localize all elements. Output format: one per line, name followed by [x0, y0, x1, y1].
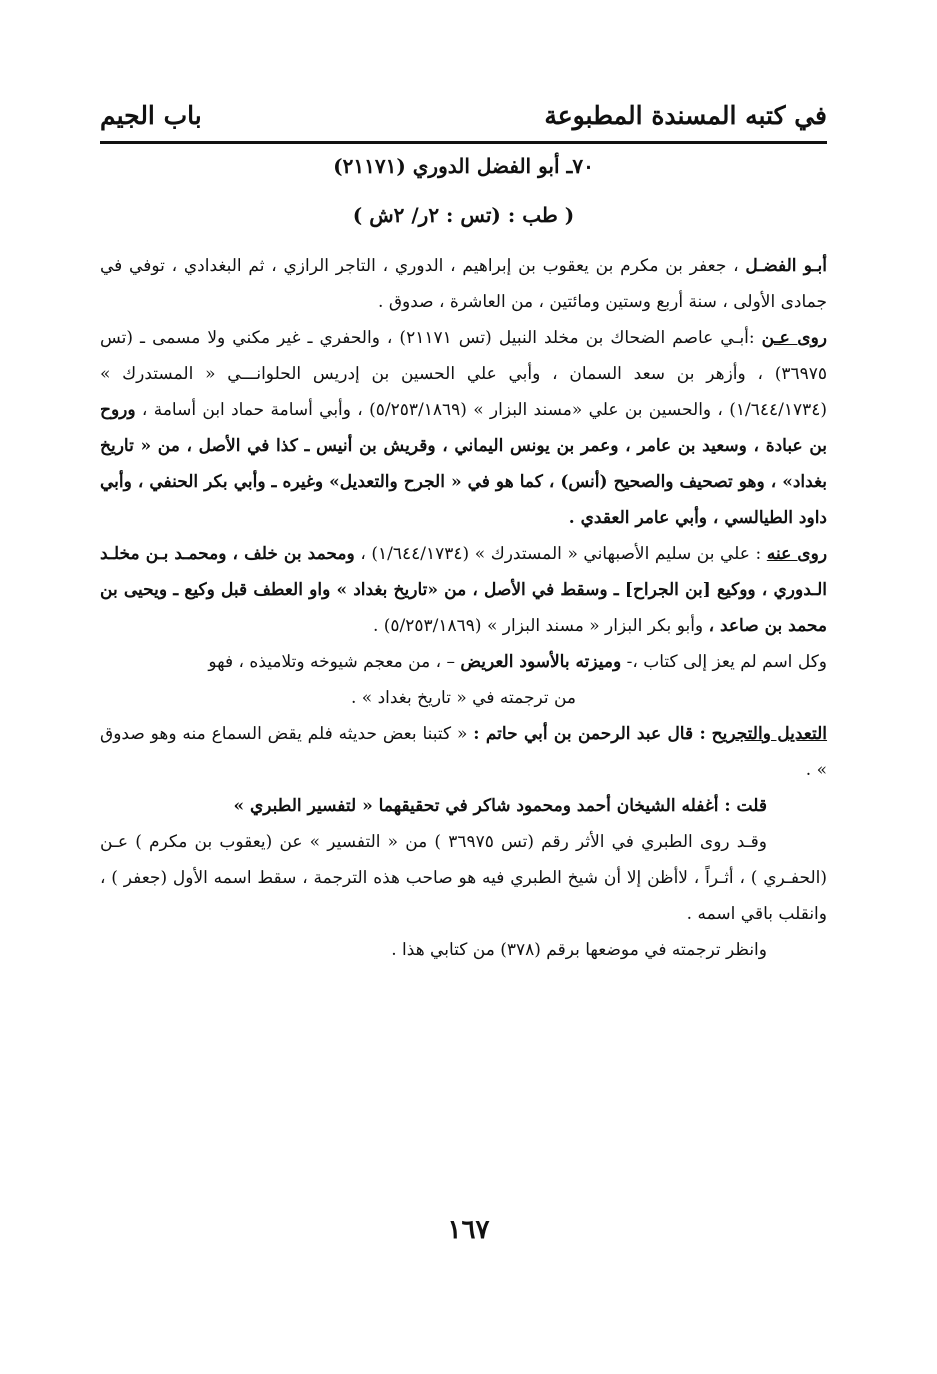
jarh-paragraph	[100, 716, 827, 788]
note-text-2: – ، من معجم شيوخه وتلاميذه ، فهو	[208, 652, 456, 672]
jarh-bold: : قال عبد الرحمن بن أبي حاتم :	[473, 724, 706, 744]
narrated-by-bold: ومحمد بن خلف ، ومحمـد بـن مخلـد الـدوري ، ووكيع [بن الجراح] ـ وسقط في الأصل ، من «تاريخ بغداد » واو العطف قبل وكيع ـ ويحيى بن محمد بن صاعد ،	[100, 544, 827, 636]
book-title-header: في كتبه المسندة المطبوعة	[544, 100, 827, 130]
narrated-by-text: : علي بن سليم الأصبهاني « المستدرك » (١/٦٤٤/١٧٣٤) ،	[360, 544, 762, 564]
bio-text: ، جعفر بن مكرم بن يعقوب بن إبراهيم ، الدوري ، التاجر الرازي ، ثم البغدادي ، توفي في جمادى الأولى ، سنة أربع وستين ومائتين ، من العاشرة ، صدوق .	[100, 256, 827, 312]
chapter-header: باب الجيم	[100, 100, 202, 130]
jarh-quote: « كتبنا بعض حديثه فلم يقض السماع منه وهو صدوق » .	[100, 724, 827, 780]
note-text: وكل اسم لم يعز إلى كتاب ،-	[626, 652, 827, 672]
narrated-from-paragraph	[100, 320, 827, 536]
header-rule	[100, 141, 827, 144]
note-line-2	[100, 680, 827, 716]
biography-paragraph	[100, 248, 827, 320]
narrated-from-label: روى عـن	[761, 328, 827, 348]
entry-body	[100, 248, 827, 968]
note-source: من ترجمته في « تاريخ بغداد » .	[350, 688, 577, 708]
narrated-by-text-2: وأبو بكر البزار « مسند البزار » (٥/٢٥٣/١٨٦٩) .	[372, 616, 704, 636]
see-also-paragraph: وانظر ترجمته في موضعها برقم (٣٧٨) من كتابي هذا .	[391, 940, 767, 960]
tabari-paragraph: وقـد روى الطبري في الأثر رقم (تس ٣٦٩٧٥ ) من « التفسير » عن (يعقوب بن مكرم ) عـن (الحفـري ) ، أثـراً ، لاأظن إلا أن شيخ الطبري فيه هو صاحب هذه الترجمة ، سقط اسمه الأول (جعفر ) ، وانقلب باقي اسمه .	[100, 832, 827, 924]
narrated-from-bold: وروح بن عبادة ، وسعيد بن عامر ، وعمر بن يونس اليماني ، وقريش بن أنيس ـ كذا في الأصل ، من « تاريخ بغداد» ، وهو تصحيف والصحيح (أنس) ، كما هو في « الجرح والتعديل» وغيره ـ وأبي بكر الحنفي ، وأبي داود الطيالسي ، وأبي عامر العقدي .	[100, 400, 827, 528]
running-header	[100, 93, 827, 137]
bio-name: أبـو الفضـل	[745, 256, 827, 276]
page-number: ١٦٧	[447, 1215, 490, 1245]
narrated-from-text: :أبـي عاصم الضحاك بن مخلد النبيل (تس ٢١١٧١) ، والحفري ـ غير مكني ولا مسمى ـ (تس ٣٦٩٧٥) ، وأزهر بن سعد السمان ، وأبي علي الحسين بن إدريس الحلوانـــي « المستدرك » (١/٦٤٤/١٧٣٤) ، والحسين بن علي «مسند البزار » (٥/٢٥٣/١٨٦٩) ، وأبي أسامة حماد ابن أسامة ،	[100, 328, 828, 420]
jarh-label: التعديل والتجريح	[711, 724, 828, 744]
note-paragraph	[100, 644, 827, 680]
narrated-by-label: روى عنه	[766, 544, 828, 564]
qultu-paragraph: قلت : أغفله الشيخان أحمد ومحمود شاكر في تحقيقهما « لتفسير الطبري »	[233, 796, 767, 816]
entry-code: ( طب : (تس : ٢ر/ ٢ش )	[352, 203, 575, 227]
narrated-by-paragraph	[100, 536, 827, 644]
entry-title: ٧٠ـ أبو الفضل الدوري (٢١١٧١)	[333, 154, 594, 178]
note-bold: وميزته بالأسود العريض	[460, 652, 622, 672]
